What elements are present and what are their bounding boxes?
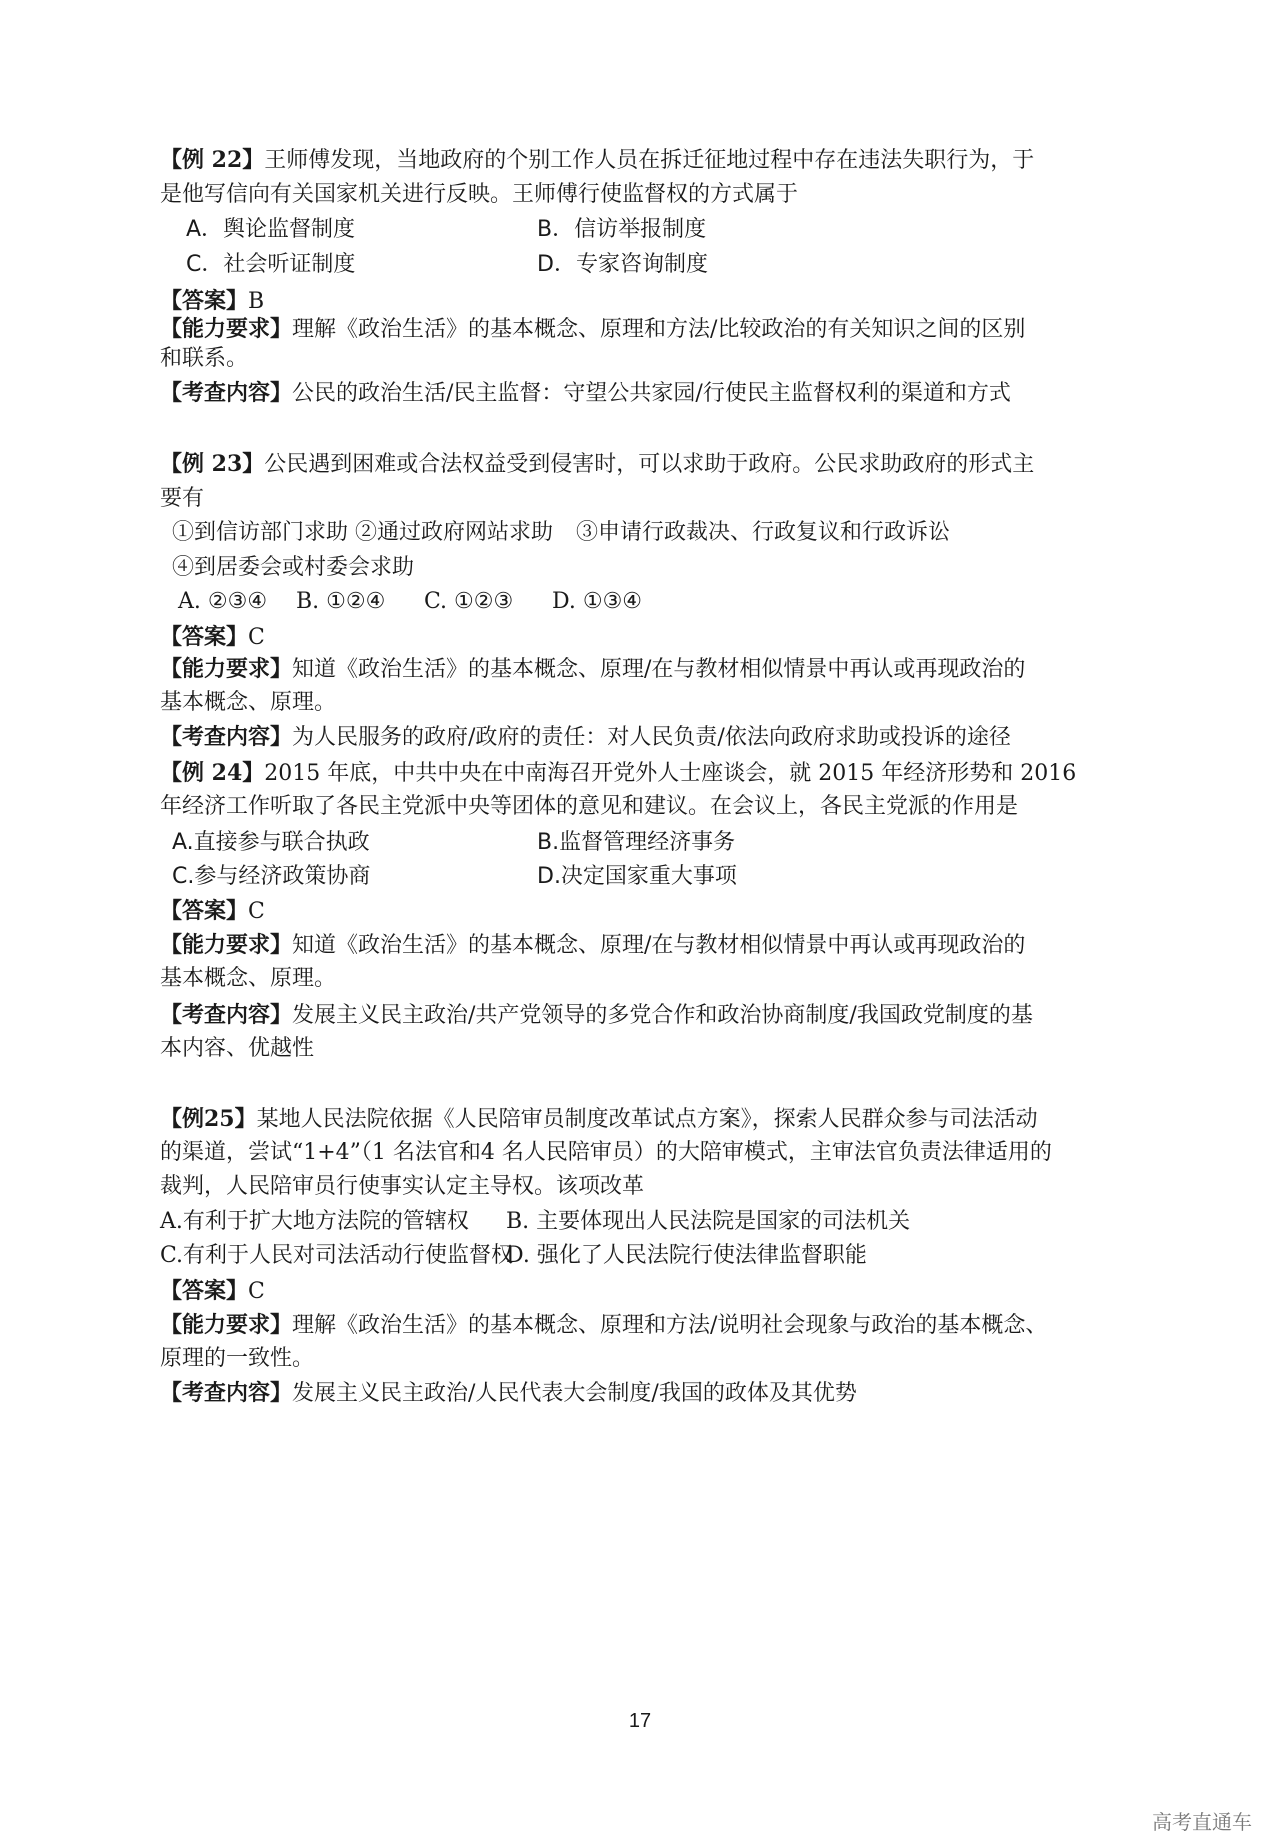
q23-answer-line: [160, 622, 265, 652]
q23-ability-line-1: [160, 654, 1025, 684]
q25-ability-line-1: [160, 1310, 1047, 1340]
q23-option-d: D. ①③④: [552, 589, 643, 614]
q25-ability-label: 【能力要求】: [160, 1312, 293, 1338]
q23-ability-1: 知道《政治生活》的基本概念、原理/在与教材相似情景中再认或再现政治的: [292, 657, 1026, 682]
q22-content-1: 公民的政治生活/民主监督：守望公共家园/行使民主监督权利的渠道和方式: [292, 381, 1011, 406]
q24-answer-line: [160, 896, 265, 926]
q25-ability-1: 理解《政治生活》的基本概念、原理和方法/说明社会现象与政治的基本概念、: [292, 1313, 1048, 1338]
q23-item-3: ③申请行政裁决、行政复议和行政诉讼: [576, 520, 951, 545]
q24-ability-label: 【能力要求】: [160, 932, 293, 958]
q22-answer-label: 【答案】: [160, 288, 249, 314]
q24-stem-line-1: [160, 758, 1076, 788]
q24-stem-2: 年经济工作听取了各民主党派中央等团体的意见和建议。在会议上，各民主党派的作用是: [160, 794, 1019, 819]
q25-answer: C: [248, 1279, 265, 1304]
q24-content-1: 发展主义民主政治/共产党领导的多党合作和政治协商制度/我国政党制度的基: [292, 1003, 1033, 1028]
q23-item-4: ④到居委会或村委会求助: [172, 555, 415, 580]
q23-option-b: B. ①②④: [296, 589, 386, 614]
q24-answer-label: 【答案】: [160, 898, 249, 924]
q24-content-line-1: [160, 1000, 1033, 1030]
q25-answer-label: 【答案】: [160, 1278, 249, 1304]
q24-ability-2: 基本概念、原理。: [160, 966, 337, 991]
watermark-text: 高考直通车: [1152, 1810, 1252, 1834]
q22-answer-line: [160, 286, 264, 316]
q25-stem-2: 的渠道，尝试“1+4”（1 名法官和4 名人民陪审员）的大陪审模式，主审法官负责法律适用的: [160, 1140, 1052, 1165]
q23-item-2: ②通过政府网站求助: [355, 520, 554, 545]
q23-option-c: C. ①②③: [424, 589, 514, 614]
q24-content-2: 本内容、优越性: [160, 1036, 315, 1061]
q22-stem-line-1: [160, 145, 1034, 175]
q22-ability-2: 和联系。: [160, 346, 249, 371]
q25-option-d: D. 强化了人民法院行使法律监督职能: [506, 1243, 867, 1268]
q22-option-d: D．专家咨询制度: [537, 252, 708, 277]
q22-option-b: B．信访举报制度: [537, 217, 707, 242]
q22-option-c: C．社会听证制度: [186, 252, 356, 277]
q24-content-label: 【考查内容】: [160, 1002, 293, 1028]
q23-stem-1: 公民遇到困难或合法权益受到侵害时，可以求助于政府。公民求助政府的形式主: [264, 452, 1035, 477]
q24-option-c: C.参与经济政策协商: [172, 864, 371, 889]
q23-stem-2: 要有: [160, 486, 205, 511]
q22-ability-label: 【能力要求】: [160, 316, 293, 342]
q22-ability-line-1: [160, 314, 1025, 344]
q24-option-d: D.决定国家重大事项: [537, 864, 737, 889]
q24-option-b: B.监督管理经济事务: [537, 830, 736, 855]
q24-option-a: A.直接参与联合执政: [172, 830, 370, 855]
q23-label: 【例 23】: [160, 451, 265, 477]
q22-content-label: 【考查内容】: [160, 380, 293, 406]
q25-content-line: [160, 1378, 857, 1408]
q25-option-c: C.有利于人民对司法活动行使监督权: [160, 1243, 514, 1268]
q23-stem-line-1: [160, 449, 1034, 479]
q23-answer-label: 【答案】: [160, 624, 249, 650]
q23-option-a: A. ②③④: [178, 589, 268, 614]
q24-answer: C: [248, 899, 265, 924]
q25-ability-2: 原理的一致性。: [160, 1346, 315, 1371]
q23-ability-label: 【能力要求】: [160, 656, 293, 682]
q25-stem-3: 裁判，人民陪审员行使事实认定主导权。该项改革: [160, 1174, 645, 1199]
q22-answer: B: [248, 289, 265, 314]
q24-stem-1: 2015 年底，中共中央在中南海召开党外人士座谈会，就 2015 年经济形势和 2016: [264, 761, 1077, 786]
q25-option-a: A.有利于扩大地方法院的管辖权: [160, 1209, 469, 1234]
q23-content-line: [160, 722, 1011, 752]
q22-stem-1: 王师傅发现，当地政府的个别工作人员在拆迁征地过程中存在违法失职行为，于: [264, 148, 1035, 173]
q25-content-1: 发展主义民主政治/人民代表大会制度/我国的政体及其优势: [292, 1381, 857, 1406]
q24-label: 【例 24】: [160, 760, 265, 786]
q22-ability-1: 理解《政治生活》的基本概念、原理和方法/比较政治的有关知识之间的区别: [292, 317, 1026, 342]
q25-stem-1: 某地人民法院依据《人民陪审员制度改革试点方案》，探索人民群众参与司法活动: [256, 1107, 1038, 1132]
q25-stem-line-1: [160, 1104, 1038, 1134]
q23-content-1: 为人民服务的政府/政府的责任：对人民负责/依法向政府求助或投诉的途径: [292, 725, 1011, 750]
q25-label: 【例25】: [160, 1106, 257, 1132]
q23-ability-2: 基本概念、原理。: [160, 690, 337, 715]
q22-content-line: [160, 378, 1011, 408]
q25-answer-line: [160, 1276, 265, 1306]
q25-option-b: B. 主要体现出人民法院是国家的司法机关: [506, 1209, 911, 1234]
q23-item-1: ①到信访部门求助: [172, 520, 349, 545]
q24-ability-1: 知道《政治生活》的基本概念、原理/在与教材相似情景中再认或再现政治的: [292, 933, 1026, 958]
page-number: 17: [628, 1710, 652, 1732]
q23-content-label: 【考查内容】: [160, 724, 293, 750]
q22-label: 【例 22】: [160, 147, 265, 173]
q22-stem-2: 是他写信向有关国家机关进行反映。王师傅行使监督权的方式属于: [160, 182, 799, 207]
q24-ability-line-1: [160, 930, 1025, 960]
q23-answer: C: [248, 625, 265, 650]
q25-content-label: 【考查内容】: [160, 1380, 293, 1406]
q22-option-a: A．舆论监督制度: [186, 217, 356, 242]
